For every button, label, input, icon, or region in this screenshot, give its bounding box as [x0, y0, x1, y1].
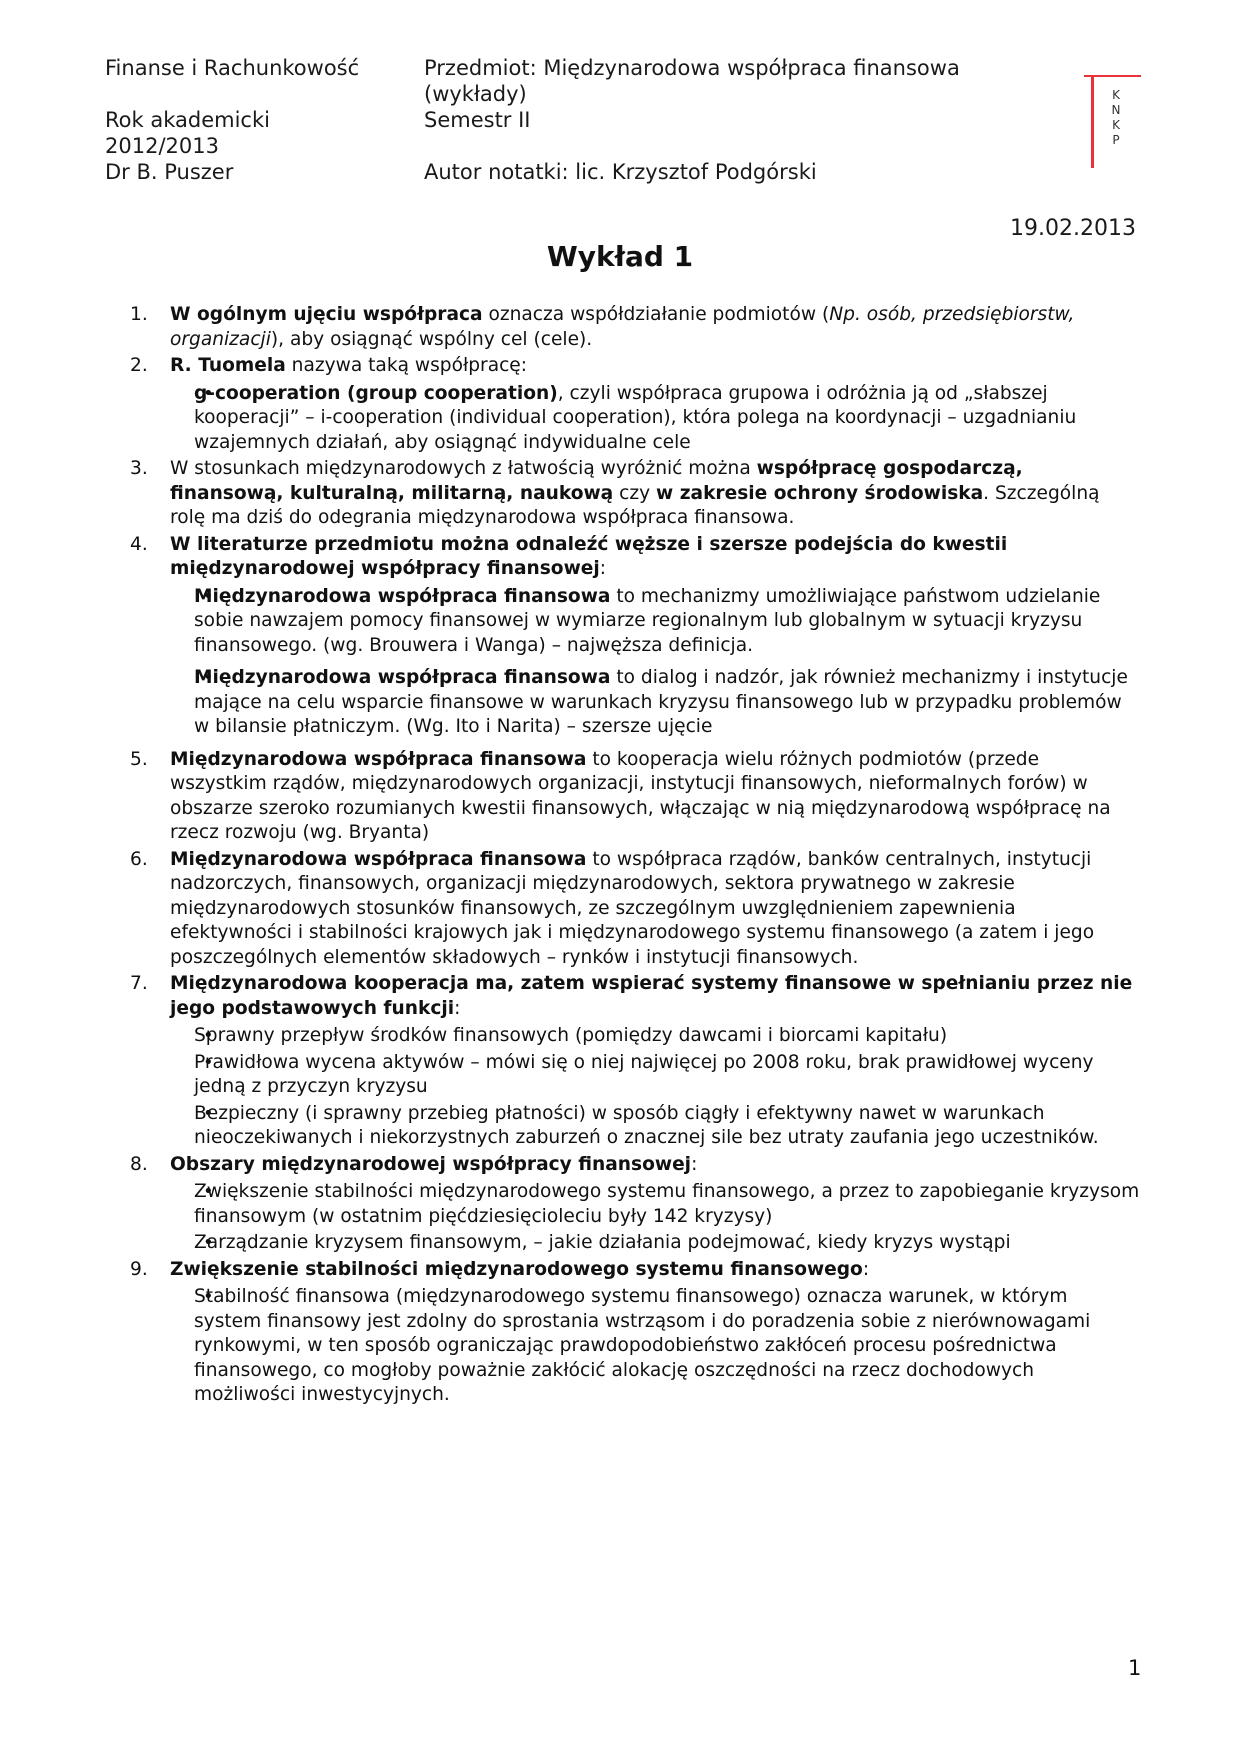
bullet-list	[170, 382, 1140, 456]
bullet-item	[120, 1231, 1140, 1256]
lecture-date: 19.02.2013	[1010, 216, 1136, 241]
bullet-item	[120, 1024, 1140, 1049]
page-title: Wykład 1	[546, 240, 694, 273]
list-number: 2.	[130, 355, 148, 376]
list-number: 6.	[130, 848, 148, 870]
bullet-item	[120, 1102, 1140, 1151]
text-run: :	[454, 997, 461, 1019]
text-run: :	[691, 1153, 698, 1175]
lecture-notes-list	[120, 303, 1140, 1410]
logo-letter: K	[1112, 118, 1120, 132]
bold-text: w zakresie ochrony środowiska	[656, 482, 984, 504]
text-run: to dialog i nadzór, jak również mechanizmy i instytucje mające na celu wsparcie finansowe w warunkach kryzysu finansowego lub w przypadku problemów w bilansie płatniczym. (Wg. Ito i Narita) – szersze ujęcie	[194, 667, 1128, 737]
bold-text: Międzynarodowa współpraca finansowa	[194, 667, 611, 688]
text-run: czy	[613, 482, 657, 504]
italic-text: Np. osób, przedsiębiorstw, organizacji	[170, 304, 1075, 350]
list-number: 5.	[130, 748, 148, 770]
header-right-line: Przedmiot: Międzynarodowa współpraca finansowa	[424, 56, 960, 80]
header-left-line: Finanse i Rachunkowość	[105, 56, 360, 80]
list-number: 8.	[130, 1153, 148, 1175]
bold-text: Międzynarodowa współpraca finansowa	[170, 848, 587, 870]
header-left-line: 2012/2013	[105, 134, 219, 158]
text-run: Zwiększenie stabilności międzynarodowego systemu finansowego, a przez to zapobieganie kryzysom finansowym (w ostatnim pięćdziesięcioleciu były 142 kryzysy)	[194, 1181, 1140, 1227]
list-item-text	[170, 848, 1140, 971]
header-right-gap	[424, 133, 1014, 159]
list-item-text	[170, 972, 1140, 1021]
bold-text: Obszary międzynarodowej współpracy finansowej	[170, 1153, 692, 1175]
bullet-list	[170, 1024, 1140, 1151]
bold-text: współpracę gospodarczą, finansową, kulturalną, militarną, naukową	[170, 458, 1023, 504]
text-run: Prawidłowa wycena aktywów – mówi się o niej najwięcej po 2008 roku, brak prawidłowej wyceny jedną z przyczyn kryzysu	[194, 1051, 1094, 1097]
list-number: 4.	[130, 533, 148, 555]
bullet-item	[120, 382, 1140, 456]
bullet-item	[120, 1285, 1140, 1408]
bullet-list	[170, 585, 1140, 740]
list-item	[120, 1258, 1140, 1408]
header-right	[424, 55, 1014, 185]
list-item-text	[170, 1153, 1140, 1178]
header-left	[105, 55, 405, 185]
list-item	[120, 303, 1140, 352]
list-item-text	[170, 533, 1140, 582]
text-run: to współpraca rządów, banków centralnych, instytucji nadzorczych, finansowych, organizacji międzynarodowych, sektora prywatnego w zakresie międzynarodowych stosunków finansowych, ze szczególnym uwzględnieniem zapewnienia efektywności i stabilności krajowych jak i międzynarodowego systemu finansowego (a zatem i jego poszczególnych elementów składowych – rynków i instytucji finansowych.	[170, 848, 1095, 968]
bold-text: g-cooperation (group cooperation)	[194, 382, 558, 404]
list-item-text	[170, 457, 1140, 531]
list-item	[120, 848, 1140, 971]
list-item-text	[170, 748, 1140, 846]
bullet-item	[120, 1180, 1140, 1229]
bullet-item	[120, 1051, 1140, 1100]
logo-vertical-bar	[1091, 75, 1094, 168]
logo-letter: P	[1112, 133, 1120, 147]
list-item-text	[170, 354, 1140, 379]
list-number: 3.	[130, 458, 148, 479]
list-item	[120, 457, 1140, 531]
header-right-line: Semestr II	[424, 108, 531, 132]
bullet-list	[170, 1285, 1140, 1408]
text-run: Sprawny przepływ środków finansowych (pomiędzy dawcami i biorcami kapitału)	[194, 1025, 948, 1046]
logo-letter: N	[1111, 103, 1121, 117]
list-number: 9.	[130, 1258, 148, 1280]
text-run: :	[599, 558, 607, 579]
text-run: to mechanizmy umożliwiające państwom udzielanie sobie nawzajem pomocy finansowej w wymiarze regionalnym lub globalnym w sytuacji kryzysu finansowego. (wg. Brouwera i Wanga) – najwęższa definicja.	[194, 585, 1101, 656]
header-right-line: Autor notatki: lic. Krzysztof Podgórski	[424, 160, 817, 184]
bold-text: Międzynarodowa współpraca finansowa	[170, 748, 587, 770]
list-item	[120, 748, 1140, 846]
list-item-text	[170, 303, 1140, 352]
text-run: Stabilność finansowa (międzynarodowego systemu finansowego) oznacza warunek, w którym system finansowy jest zdolny do sprostania wstrząsom i do poradzenia sobie z nierównowagami rynkowymi, w ten sposób ograniczając prawdopodobieństwo zakłóceń procesu pośrednictwa finansowego, co mogłoby poważnie zakłócić alokację oszczędności na rzecz dochodowych możliwości inwestycyjnych.	[194, 1286, 1091, 1405]
list-item	[120, 972, 1140, 1151]
header-left-gap	[105, 81, 405, 107]
knkp-logo	[1110, 88, 1122, 148]
list-number: 7.	[130, 973, 148, 994]
text-run: Bezpieczny (i sprawny przebieg płatności) w sposób ciągły i efektywny nawet w warunkach nieoczekiwanych i niekorzystnych zaburzeń o znacznej sile bez utraty zaufania jego uczestników.	[194, 1102, 1099, 1148]
list-item	[120, 354, 1140, 455]
bold-text: R. Tuomela	[170, 355, 286, 376]
bullet-item	[120, 585, 1140, 659]
text-run: , czyli współpraca grupowa i odróżnia ją od „słabszej kooperacji” – i-cooperation (individual cooperation), która polega na koordynacji – uzgadnianiu wzajemnych działań, aby osiągnąć indywidualne cele	[194, 382, 1077, 453]
text-run: ), aby osiągnąć wspólny cel (cele).	[270, 328, 593, 350]
bold-text: Zwiększenie stabilności międzynarodowego systemu finansowego	[170, 1258, 863, 1280]
text-run: W stosunkach międzynarodowych z łatwością wyróżnić można	[170, 458, 757, 479]
list-number: 1.	[130, 304, 148, 325]
header-right-line: (wykłady)	[424, 82, 527, 106]
text-run: nazywa taką współpracę:	[285, 355, 528, 376]
text-run: . Szczególną rolę ma dziś do odegrania międzynarodowa współpraca finansowa.	[170, 482, 1100, 528]
list-item	[120, 1153, 1140, 1256]
header-left-line: Rok akademicki	[105, 108, 270, 132]
bullet-list	[170, 1180, 1140, 1256]
page-number: 1	[1128, 1656, 1142, 1680]
text-run: :	[862, 1258, 870, 1280]
header-left-line: Dr B. Puszer	[105, 160, 234, 184]
bold-text: W ogólnym ujęciu współpraca	[170, 304, 483, 325]
text-run: Zarządzanie kryzysem finansowym, – jakie działania podejmować, kiedy kryzys wystąpi	[194, 1232, 1011, 1253]
text-run: to kooperacja wielu różnych podmiotów (przede wszystkim rządów, międzynarodowych organizacji, instytucji finansowych, nieformalnych forów) w obszarze szeroko rozumianych kwestii finansowych, włączając w nią międzynarodową współpracę na rzecz rozwoju (wg. Bryanta)	[170, 748, 1111, 843]
bold-text: W literaturze przedmiotu można odnaleźć węższe i szersze podejścia do kwestii międzynarodowej współpracy finansowej	[170, 533, 1008, 579]
list-item-text	[170, 1258, 1140, 1283]
logo-letter: K	[1112, 88, 1120, 102]
bold-text: Międzynarodowa kooperacja ma, zatem wspierać systemy finansowe w spełnianiu przez nie jego podstawowych funkcji	[170, 973, 1133, 1019]
list-item	[120, 533, 1140, 740]
text-run: oznacza współdziałanie podmiotów (	[482, 304, 830, 325]
bullet-item	[120, 666, 1140, 740]
bold-text: Międzynarodowa współpraca finansowa	[194, 585, 611, 607]
